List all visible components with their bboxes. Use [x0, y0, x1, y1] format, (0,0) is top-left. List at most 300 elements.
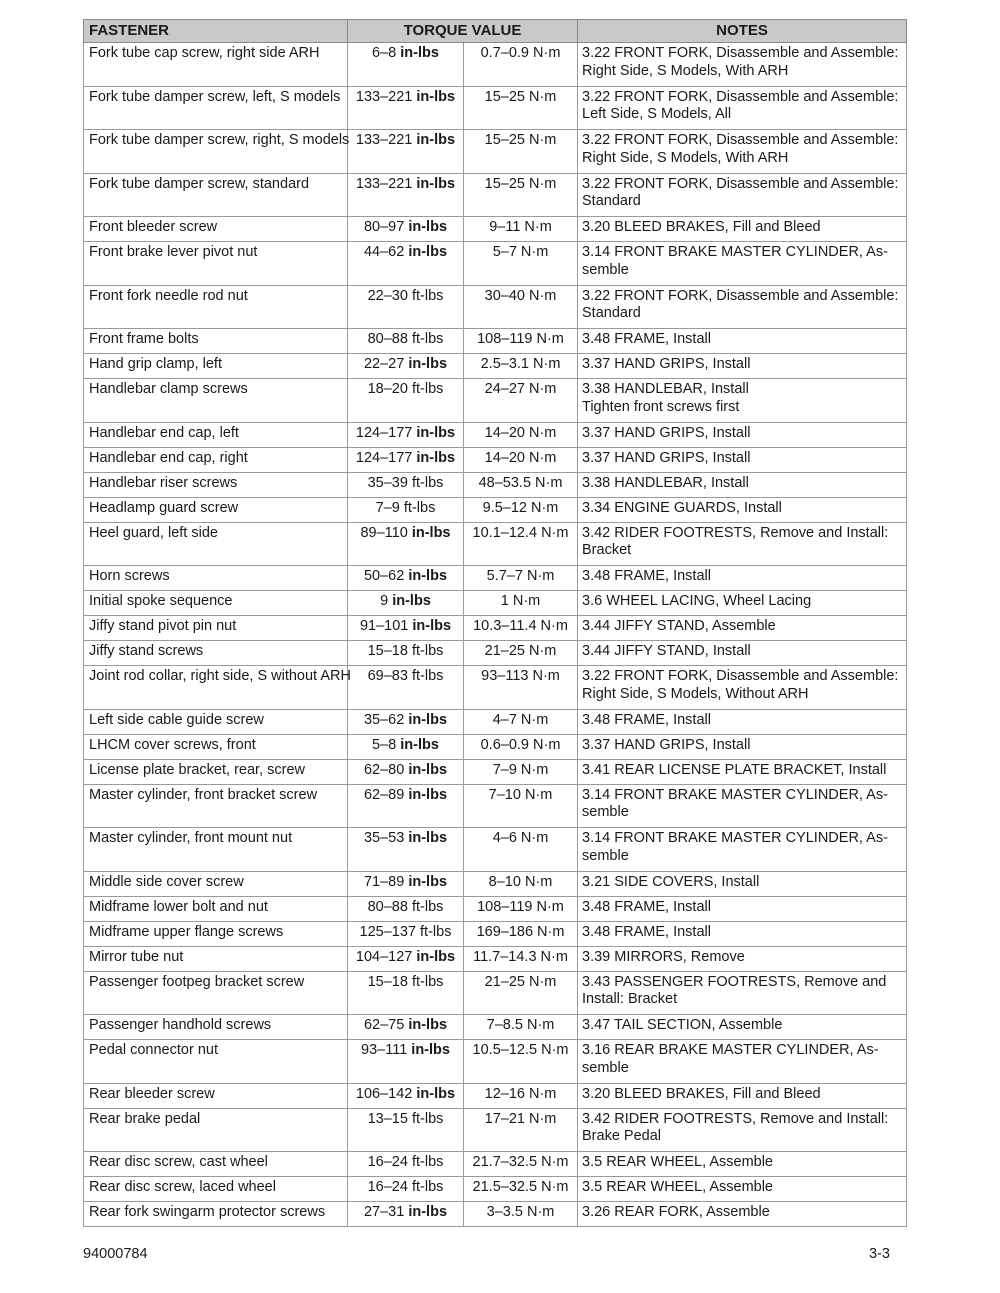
- torque-table-container: [83, 19, 906, 1227]
- torque-range: 22–30: [367, 287, 408, 304]
- fastener-cell: Passenger handhold screws: [84, 1015, 348, 1040]
- torque-range: 13–15: [367, 1110, 408, 1127]
- notes-line: 3.37 HAND GRIPS, Install: [582, 736, 751, 753]
- torque-unit: in-lbs: [416, 1085, 456, 1102]
- torque-metric-cell: 17–21 N·m: [464, 1108, 578, 1152]
- fastener-cell: Rear disc screw, laced wheel: [84, 1177, 348, 1202]
- fastener-cell: Handlebar riser screws: [84, 472, 348, 497]
- torque-unit: in-lbs: [411, 1042, 450, 1058]
- notes-line: 3.48 FRAME, Install: [582, 568, 711, 584]
- table-row: [84, 43, 907, 87]
- torque-imperial-cell: [348, 43, 464, 87]
- torque-unit: in-lbs: [408, 219, 448, 235]
- torque-metric-cell: 10.5–12.5 N·m: [464, 1040, 578, 1084]
- notes-line: 3.22 FRONT FORK, Disassemble and Assemble:: [582, 88, 899, 105]
- table-row: [84, 828, 907, 872]
- page-number: 3-3: [869, 1246, 890, 1262]
- table-row: [84, 1108, 907, 1152]
- torque-imperial-cell: [348, 921, 464, 946]
- torque-imperial-cell: [348, 422, 464, 447]
- fastener-cell: Front brake lever pivot nut: [84, 242, 348, 286]
- torque-unit: ft-lbs: [411, 287, 444, 304]
- torque-range: 104–127: [355, 948, 413, 965]
- torque-imperial-cell: [348, 759, 464, 784]
- torque-range: 27–31: [363, 1204, 405, 1220]
- torque-imperial-cell: [348, 946, 464, 971]
- torque-unit: in-lbs: [408, 830, 448, 846]
- torque-imperial-cell: [348, 896, 464, 921]
- fastener-cell: Master cylinder, front mount nut: [84, 828, 348, 872]
- torque-range: 35–39: [367, 474, 408, 491]
- torque-unit: ft-lbs: [420, 923, 452, 940]
- notes-line: 3.16 REAR BRAKE MASTER CYLINDER, As-: [582, 1042, 879, 1058]
- torque-imperial-cell: [348, 173, 464, 217]
- torque-imperial-cell: [348, 329, 464, 354]
- notes-line: 3.42 RIDER FOOTRESTS, Remove and Install:: [582, 524, 889, 541]
- notes-cell: [578, 173, 907, 217]
- table-row: [84, 379, 907, 423]
- table-row: [84, 641, 907, 666]
- torque-metric-cell: 48–53.5 N·m: [464, 472, 578, 497]
- torque-unit: in-lbs: [411, 524, 451, 541]
- notes-line: 3.20 BLEED BRAKES, Fill and Bleed: [582, 219, 821, 235]
- torque-unit: ft-lbs: [411, 1110, 444, 1127]
- torque-range: 124–177: [355, 449, 413, 466]
- torque-table: [83, 19, 907, 1227]
- torque-unit: in-lbs: [408, 568, 448, 584]
- torque-imperial-cell: [348, 666, 464, 710]
- torque-unit: in-lbs: [408, 786, 448, 803]
- torque-imperial-cell: [348, 354, 464, 379]
- notes-line: 3.37 HAND GRIPS, Install: [582, 356, 751, 372]
- torque-imperial-cell: [348, 616, 464, 641]
- notes-cell: [578, 871, 907, 896]
- torque-unit: in-lbs: [408, 1017, 448, 1033]
- notes-cell: [578, 709, 907, 734]
- torque-imperial-cell: [348, 591, 464, 616]
- torque-imperial-cell: [348, 1152, 464, 1177]
- torque-imperial-cell: [348, 1015, 464, 1040]
- torque-range: 6–8: [372, 45, 397, 61]
- table-row: [84, 784, 907, 828]
- notes-cell: [578, 497, 907, 522]
- document-number: 94000784: [83, 1246, 148, 1262]
- notes-line: 3.20 BLEED BRAKES, Fill and Bleed: [582, 1085, 821, 1102]
- notes-cell: [578, 329, 907, 354]
- torque-metric-cell: 1 N·m: [464, 591, 578, 616]
- table-row: [84, 1083, 907, 1108]
- torque-metric-cell: 0.6–0.9 N·m: [464, 734, 578, 759]
- notes-line: 3.5 REAR WHEEL, Assemble: [582, 1179, 774, 1195]
- table-row: [84, 422, 907, 447]
- fastener-cell: Rear bleeder screw: [84, 1083, 348, 1108]
- fastener-cell: Pedal connector nut: [84, 1040, 348, 1084]
- notes-cell: [578, 1108, 907, 1152]
- torque-imperial-cell: [348, 1108, 464, 1152]
- table-body: [84, 43, 907, 1227]
- notes-line: 3.44 JIFFY STAND, Install: [582, 643, 751, 659]
- notes-cell: [578, 130, 907, 174]
- torque-range: 69–83: [367, 668, 408, 684]
- table-row: [84, 497, 907, 522]
- notes-line: 3.14 FRONT BRAKE MASTER CYLINDER, As-: [582, 830, 888, 846]
- torque-unit: ft-lbs: [403, 499, 436, 516]
- torque-unit: ft-lbs: [411, 643, 444, 659]
- notes-cell: [578, 285, 907, 329]
- notes-cell: [578, 522, 907, 566]
- notes-line: 3.43 PASSENGER FOOTRESTS, Remove and: [582, 973, 887, 990]
- notes-line: Standard: [582, 305, 641, 321]
- torque-range: 80–88: [367, 898, 408, 915]
- notes-cell: [578, 242, 907, 286]
- notes-cell: [578, 971, 907, 1015]
- torque-imperial-cell: [348, 242, 464, 286]
- notes-cell: [578, 946, 907, 971]
- torque-unit: in-lbs: [416, 449, 456, 466]
- notes-cell: [578, 1152, 907, 1177]
- torque-metric-cell: 4–6 N·m: [464, 828, 578, 872]
- table-row: [84, 329, 907, 354]
- notes-line: 3.22 FRONT FORK, Disassemble and Assemble:: [582, 45, 899, 61]
- fastener-cell: Fork tube damper screw, right, S models: [84, 130, 348, 174]
- fastener-cell: Front frame bolts: [84, 329, 348, 354]
- torque-metric-cell: 5–7 N·m: [464, 242, 578, 286]
- torque-imperial-cell: [348, 522, 464, 566]
- torque-unit: in-lbs: [412, 618, 452, 634]
- torque-unit: ft-lbs: [411, 973, 444, 990]
- torque-metric-cell: 7–9 N·m: [464, 759, 578, 784]
- torque-unit: ft-lbs: [411, 381, 444, 397]
- torque-range: 16–24: [367, 1154, 408, 1170]
- table-row: [84, 946, 907, 971]
- table-row: [84, 666, 907, 710]
- notes-cell: [578, 1015, 907, 1040]
- torque-range: 133–221: [355, 132, 413, 148]
- fastener-cell: Front fork needle rod nut: [84, 285, 348, 329]
- fastener-cell: Heel guard, left side: [84, 522, 348, 566]
- fastener-cell: Left side cable guide screw: [84, 709, 348, 734]
- fastener-cell: Rear disc screw, cast wheel: [84, 1152, 348, 1177]
- notes-cell: [578, 43, 907, 87]
- torque-metric-cell: 10.1–12.4 N·m: [464, 522, 578, 566]
- notes-line: 3.42 RIDER FOOTRESTS, Remove and Install:: [582, 1110, 889, 1127]
- torque-unit: ft-lbs: [411, 474, 444, 491]
- notes-cell: [578, 86, 907, 130]
- torque-range: 80–88: [367, 331, 408, 347]
- table-row: [84, 1177, 907, 1202]
- torque-unit: in-lbs: [408, 1204, 448, 1220]
- torque-imperial-cell: [348, 497, 464, 522]
- notes-line: Standard: [582, 193, 641, 209]
- table-row: [84, 971, 907, 1015]
- notes-line: semble: [582, 847, 629, 864]
- notes-line: 3.14 FRONT BRAKE MASTER CYLINDER, As-: [582, 786, 888, 803]
- torque-range: 93–111: [361, 1042, 408, 1058]
- torque-imperial-cell: [348, 285, 464, 329]
- notes-cell: [578, 354, 907, 379]
- table-row: [84, 734, 907, 759]
- fastener-cell: Jiffy stand screws: [84, 641, 348, 666]
- torque-metric-cell: 10.3–11.4 N·m: [464, 616, 578, 641]
- fastener-cell: Midframe lower bolt and nut: [84, 896, 348, 921]
- notes-cell: [578, 1040, 907, 1084]
- header-torque-value: TORQUE VALUE: [348, 20, 578, 43]
- table-row: [84, 173, 907, 217]
- torque-imperial-cell: [348, 1083, 464, 1108]
- notes-line: Bracket: [582, 542, 632, 558]
- notes-cell: [578, 921, 907, 946]
- notes-line: 3.39 MIRRORS, Remove: [582, 948, 745, 965]
- torque-metric-cell: 7–8.5 N·m: [464, 1015, 578, 1040]
- fastener-cell: Mirror tube nut: [84, 946, 348, 971]
- torque-range: 7–9: [375, 499, 400, 516]
- header-notes: NOTES: [578, 20, 907, 43]
- notes-cell: [578, 1177, 907, 1202]
- torque-metric-cell: 15–25 N·m: [464, 173, 578, 217]
- fastener-cell: Initial spoke sequence: [84, 591, 348, 616]
- notes-line: 3.48 FRAME, Install: [582, 923, 711, 940]
- torque-imperial-cell: [348, 447, 464, 472]
- torque-metric-cell: 14–20 N·m: [464, 422, 578, 447]
- torque-unit: ft-lbs: [411, 898, 444, 915]
- notes-line: Brake Pedal: [582, 1128, 662, 1144]
- torque-metric-cell: 21–25 N·m: [464, 971, 578, 1015]
- torque-range: 91–101: [359, 618, 409, 634]
- notes-line: 3.48 FRAME, Install: [582, 331, 711, 347]
- table-row: [84, 522, 907, 566]
- notes-line: 3.47 TAIL SECTION, Assemble: [582, 1017, 783, 1033]
- fastener-cell: Fork tube cap screw, right side ARH: [84, 43, 348, 87]
- torque-range: 44–62: [363, 244, 405, 260]
- notes-line: 3.48 FRAME, Install: [582, 711, 711, 728]
- table-row: [84, 354, 907, 379]
- fastener-cell: Rear fork swingarm protector screws: [84, 1202, 348, 1227]
- torque-metric-cell: 15–25 N·m: [464, 86, 578, 130]
- header-fastener: FASTENER: [84, 20, 348, 43]
- torque-imperial-cell: [348, 1040, 464, 1084]
- notes-line: 3.34 ENGINE GUARDS, Install: [582, 499, 782, 516]
- notes-cell: [578, 1202, 907, 1227]
- torque-imperial-cell: [348, 217, 464, 242]
- torque-range: 50–62: [363, 568, 405, 584]
- fastener-cell: LHCM cover screws, front: [84, 734, 348, 759]
- torque-metric-cell: 108–119 N·m: [464, 329, 578, 354]
- torque-imperial-cell: [348, 1177, 464, 1202]
- notes-line: 3.6 WHEEL LACING, Wheel Lacing: [582, 593, 812, 609]
- fastener-cell: Fork tube damper screw, standard: [84, 173, 348, 217]
- torque-unit: in-lbs: [408, 711, 448, 728]
- torque-metric-cell: 11.7–14.3 N·m: [464, 946, 578, 971]
- fastener-cell: Joint rod collar, right side, S without ARH: [84, 666, 348, 710]
- fastener-cell: Handlebar end cap, left: [84, 422, 348, 447]
- torque-metric-cell: 108–119 N·m: [464, 896, 578, 921]
- torque-unit: in-lbs: [416, 175, 456, 192]
- notes-line: Right Side, S Models, With ARH: [582, 62, 789, 79]
- notes-line: semble: [582, 804, 629, 820]
- torque-range: 16–24: [367, 1179, 408, 1195]
- torque-range: 15–18: [367, 643, 408, 659]
- torque-range: 15–18: [367, 973, 408, 990]
- notes-line: 3.37 HAND GRIPS, Install: [582, 424, 751, 441]
- torque-unit: ft-lbs: [411, 1154, 444, 1170]
- notes-line: 3.26 REAR FORK, Assemble: [582, 1204, 770, 1220]
- table-row: [84, 871, 907, 896]
- table-row: [84, 591, 907, 616]
- notes-line: 3.37 HAND GRIPS, Install: [582, 449, 751, 466]
- torque-range: 22–27: [363, 356, 405, 372]
- notes-line: 3.38 HANDLEBAR, Install: [582, 474, 749, 491]
- table-header-row: [84, 20, 907, 43]
- notes-cell: [578, 784, 907, 828]
- torque-metric-cell: 2.5–3.1 N·m: [464, 354, 578, 379]
- table-row: [84, 242, 907, 286]
- notes-line: 3.22 FRONT FORK, Disassemble and Assemble:: [582, 175, 899, 192]
- torque-unit: ft-lbs: [411, 668, 444, 684]
- notes-cell: [578, 422, 907, 447]
- fastener-cell: Horn screws: [84, 566, 348, 591]
- notes-cell: [578, 566, 907, 591]
- torque-range: 89–110: [360, 524, 408, 541]
- notes-cell: [578, 447, 907, 472]
- torque-unit: in-lbs: [392, 593, 431, 609]
- torque-metric-cell: 21.5–32.5 N·m: [464, 1177, 578, 1202]
- notes-line: 3.22 FRONT FORK, Disassemble and Assemble:: [582, 287, 899, 304]
- torque-range: 62–75: [363, 1017, 405, 1033]
- table-row: [84, 566, 907, 591]
- torque-metric-cell: 30–40 N·m: [464, 285, 578, 329]
- torque-imperial-cell: [348, 130, 464, 174]
- fastener-cell: Master cylinder, front bracket screw: [84, 784, 348, 828]
- torque-metric-cell: 12–16 N·m: [464, 1083, 578, 1108]
- torque-unit: in-lbs: [408, 761, 448, 778]
- notes-cell: [578, 616, 907, 641]
- table-row: [84, 130, 907, 174]
- table-row: [84, 921, 907, 946]
- notes-cell: [578, 734, 907, 759]
- torque-imperial-cell: [348, 472, 464, 497]
- torque-metric-cell: 15–25 N·m: [464, 130, 578, 174]
- fastener-cell: Jiffy stand pivot pin nut: [84, 616, 348, 641]
- fastener-cell: Midframe upper flange screws: [84, 921, 348, 946]
- torque-unit: ft-lbs: [411, 331, 444, 347]
- notes-line: Install: Bracket: [582, 991, 678, 1007]
- table-row: [84, 447, 907, 472]
- torque-metric-cell: 9–11 N·m: [464, 217, 578, 242]
- notes-line: semble: [582, 1059, 629, 1076]
- notes-line: 3.48 FRAME, Install: [582, 898, 711, 915]
- torque-range: 125–137: [359, 923, 416, 940]
- torque-metric-cell: 21–25 N·m: [464, 641, 578, 666]
- torque-metric-cell: 14–20 N·m: [464, 447, 578, 472]
- torque-range: 9: [380, 593, 389, 609]
- torque-range: 71–89: [363, 873, 405, 890]
- torque-metric-cell: 5.7–7 N·m: [464, 566, 578, 591]
- torque-unit: in-lbs: [408, 244, 448, 260]
- torque-metric-cell: 3–3.5 N·m: [464, 1202, 578, 1227]
- torque-range: 35–53: [363, 830, 405, 846]
- fastener-cell: Front bleeder screw: [84, 217, 348, 242]
- torque-imperial-cell: [348, 86, 464, 130]
- torque-imperial-cell: [348, 709, 464, 734]
- table-row: [84, 616, 907, 641]
- fastener-cell: Handlebar clamp screws: [84, 379, 348, 423]
- torque-imperial-cell: [348, 871, 464, 896]
- table-row: [84, 896, 907, 921]
- notes-line: 3.22 FRONT FORK, Disassemble and Assemble:: [582, 668, 899, 684]
- table-row: [84, 1152, 907, 1177]
- torque-unit: in-lbs: [408, 356, 448, 372]
- torque-range: 62–89: [363, 786, 405, 803]
- fastener-cell: Passenger footpeg bracket screw: [84, 971, 348, 1015]
- notes-line: 3.22 FRONT FORK, Disassemble and Assemble:: [582, 132, 899, 148]
- torque-range: 133–221: [355, 175, 413, 192]
- notes-line: 3.44 JIFFY STAND, Assemble: [582, 618, 776, 634]
- torque-metric-cell: 93–113 N·m: [464, 666, 578, 710]
- torque-range: 35–62: [363, 711, 405, 728]
- notes-cell: [578, 591, 907, 616]
- fastener-cell: Fork tube damper screw, left, S models: [84, 86, 348, 130]
- torque-metric-cell: 9.5–12 N·m: [464, 497, 578, 522]
- torque-range: 5–8: [372, 736, 397, 753]
- table-row: [84, 759, 907, 784]
- table-row: [84, 1040, 907, 1084]
- torque-imperial-cell: [348, 379, 464, 423]
- torque-metric-cell: 21.7–32.5 N·m: [464, 1152, 578, 1177]
- notes-line: 3.14 FRONT BRAKE MASTER CYLINDER, As-: [582, 244, 888, 260]
- torque-unit: in-lbs: [416, 88, 456, 105]
- notes-line: Left Side, S Models, All: [582, 106, 732, 122]
- torque-range: 80–97: [363, 219, 405, 235]
- fastener-cell: Rear brake pedal: [84, 1108, 348, 1152]
- notes-cell: [578, 641, 907, 666]
- fastener-cell: Handlebar end cap, right: [84, 447, 348, 472]
- torque-unit: in-lbs: [408, 873, 448, 890]
- notes-cell: [578, 828, 907, 872]
- notes-line: Tighten front screws first: [582, 398, 740, 415]
- torque-imperial-cell: [348, 784, 464, 828]
- fastener-cell: Hand grip clamp, left: [84, 354, 348, 379]
- torque-metric-cell: 24–27 N·m: [464, 379, 578, 423]
- torque-imperial-cell: [348, 1202, 464, 1227]
- notes-line: Right Side, S Models, With ARH: [582, 149, 789, 166]
- torque-unit: in-lbs: [400, 736, 439, 753]
- torque-imperial-cell: [348, 641, 464, 666]
- torque-unit: in-lbs: [416, 132, 456, 148]
- fastener-cell: Headlamp guard screw: [84, 497, 348, 522]
- notes-cell: [578, 217, 907, 242]
- torque-range: 106–142: [355, 1085, 413, 1102]
- torque-range: 133–221: [355, 88, 413, 105]
- torque-range: 124–177: [355, 424, 413, 441]
- table-row: [84, 217, 907, 242]
- table-row: [84, 709, 907, 734]
- table-row: [84, 1015, 907, 1040]
- fastener-cell: Middle side cover screw: [84, 871, 348, 896]
- torque-unit: in-lbs: [416, 424, 456, 441]
- torque-metric-cell: 4–7 N·m: [464, 709, 578, 734]
- notes-cell: [578, 759, 907, 784]
- notes-cell: [578, 1083, 907, 1108]
- table-row: [84, 86, 907, 130]
- torque-metric-cell: 8–10 N·m: [464, 871, 578, 896]
- torque-unit: ft-lbs: [411, 1179, 444, 1195]
- torque-metric-cell: 7–10 N·m: [464, 784, 578, 828]
- notes-line: 3.5 REAR WHEEL, Assemble: [582, 1154, 774, 1170]
- notes-line: 3.41 REAR LICENSE PLATE BRACKET, Install: [582, 761, 887, 778]
- table-row: [84, 285, 907, 329]
- notes-cell: [578, 666, 907, 710]
- notes-cell: [578, 472, 907, 497]
